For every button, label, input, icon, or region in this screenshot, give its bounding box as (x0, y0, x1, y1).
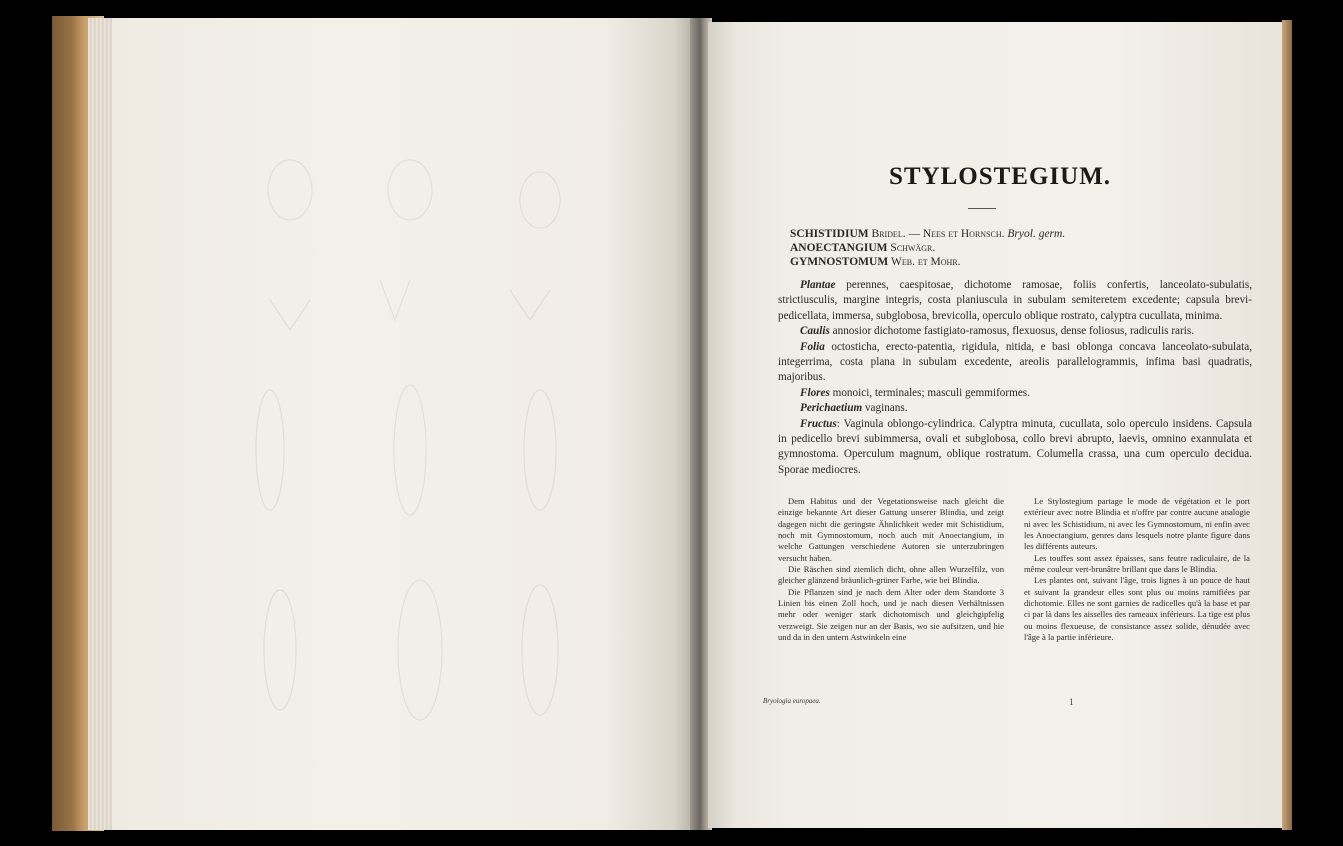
description-text: vaginans. (862, 402, 908, 415)
description-paragraph (778, 278, 1252, 324)
synonym-line (790, 256, 961, 268)
description-keyword: Perichaetium (800, 402, 863, 415)
french-paragraph: Les touffes sont assez épaisses, sans feutre radiculaire, de la même couleur vert-brunâtre brillant que dans le Blindia. (1024, 552, 1250, 575)
description-paragraph (778, 324, 1252, 339)
page-mark: 1 (1069, 697, 1074, 707)
description-paragraph (778, 340, 1252, 386)
description-text: octosticha, erecto-patentia, rigidula, nitida, e basi oblonga concava lanceolato-subulata, integerrima, costa plana in subulam excedente, areolis parallelogrammis, infima basi quadratis, majoribus. (778, 340, 1252, 384)
description-text: perennes, caespitosae, dichotome ramosae, foliis confertis, lanceolato-subulatis, strictiusculis, margine integris, costa planiuscula in subulam semiteretem excedente; capsula brevi-pedicellata, immersa, subglobosa, brevicolla, operculo oblique rostrato, calyptra cucullata, minima. (778, 279, 1252, 322)
description-text: monoici, terminales; masculi gemmiformes. (829, 386, 1030, 399)
page-title: STYLOSTEGIUM. (888, 163, 1112, 190)
description-text: : Vaginula oblongo-cylindrica. Calyptra minuta, cucullata, solo operculo insidens. Capsula in pedicello brevi subimmersa, ovali et subglobosa, collo brevi abrupto, laevis, omnino exannulata et gymnostoma. Operculum magnum, oblique rostratum. Columella crassa, una cum operculo decidua. Sporae mediocres. (778, 417, 1252, 476)
description-text: annosior dichotome fastigiato-ramosus, flexuosus, dense foliosus, radiculis raris. (829, 325, 1195, 338)
bleed-through-illustration (210, 150, 610, 750)
description-keyword: Flores (800, 386, 830, 399)
german-paragraph: Die Pflanzen sind je nach dem Alter oder dem Standorte 3 Linien bis einen Zoll hoch, und je nach diesen Verhältnissen mehr oder weniger stark dichotomisch und gleichgipfelig verzweigt. Sie zeigen nur an der Basis, wo sie aufsitzen, und hie und da in den untern Astwinkeln eine (778, 586, 1004, 643)
french-paragraph: Le Stylostegium partage le mode de végétation et le port extérieur avec notre Blindia et n'offre par contre aucune analogie ni avec les Schistidium, ni avec les Gymnostomum, ni enfin avec les Anoectangium, genres dans lesquels notre plante figure dans les différents auteurs. (1024, 496, 1250, 552)
description-keyword: Caulis (800, 325, 830, 338)
synonym-line (790, 228, 1065, 240)
description-paragraph (778, 386, 1252, 401)
french-column (1024, 496, 1250, 643)
description-keyword: Fructus (800, 417, 837, 430)
synonym-line (790, 242, 935, 254)
description-paragraph (778, 401, 1252, 416)
german-paragraph: Dem Habitus und der Vegetationsweise nach gleicht die einzige bekannte Art dieser Gattung unserer Blindia, und zeigt dagegen nicht die geringste Ähnlichkeit weder mit Schistidium, noch mit Gymnostomum, noch auch mit Anoectangium, in welche Gattungen verschiedene Autoren sie unterzubringen versucht haben. (778, 496, 1004, 563)
synonym-genus: ANOECTANGIUM (790, 242, 888, 254)
synonym-reference: Bryol. germ. (1007, 228, 1066, 240)
title-rule (968, 208, 996, 209)
synonym-authority: Schwägr. (890, 242, 936, 254)
synonym-authority: Web. et Mohr. (891, 256, 961, 268)
description-keyword: Folia (800, 340, 825, 353)
signature-mark: Bryologia europaea. (763, 697, 821, 705)
book-right-edge (1282, 20, 1292, 830)
description-paragraph (778, 417, 1252, 479)
synonym-genus: GYMNOSTOMUM (790, 256, 889, 268)
german-column (778, 496, 1004, 643)
latin-description (778, 278, 1252, 478)
description-keyword: Plantae (800, 279, 836, 291)
french-paragraph: Les plantes ont, suivant l'âge, trois lignes à un pouce de haut et suivant la grandeur elles sont plus ou moins ramifiées par dichotomie. Elles ne sont garnies de radicelles qu'à la base et par ci par là dans les aisselles des rameaux inférieurs. La tige est plus ou moins flexueuse, de consistance assez solide, dénudée avec l'âge à la partie inférieure. (1024, 575, 1250, 643)
synonym-genus: SCHISTIDIUM (790, 228, 869, 240)
synonym-authority: Bridel. — Nees et Hornsch. (871, 228, 1005, 240)
german-paragraph: Die Räschen sind ziemlich dicht, ohne allen Wurzelfilz, von gleicher glänzend bräunlich-grüner Farbe, wie bei Blindia. (778, 564, 1004, 586)
